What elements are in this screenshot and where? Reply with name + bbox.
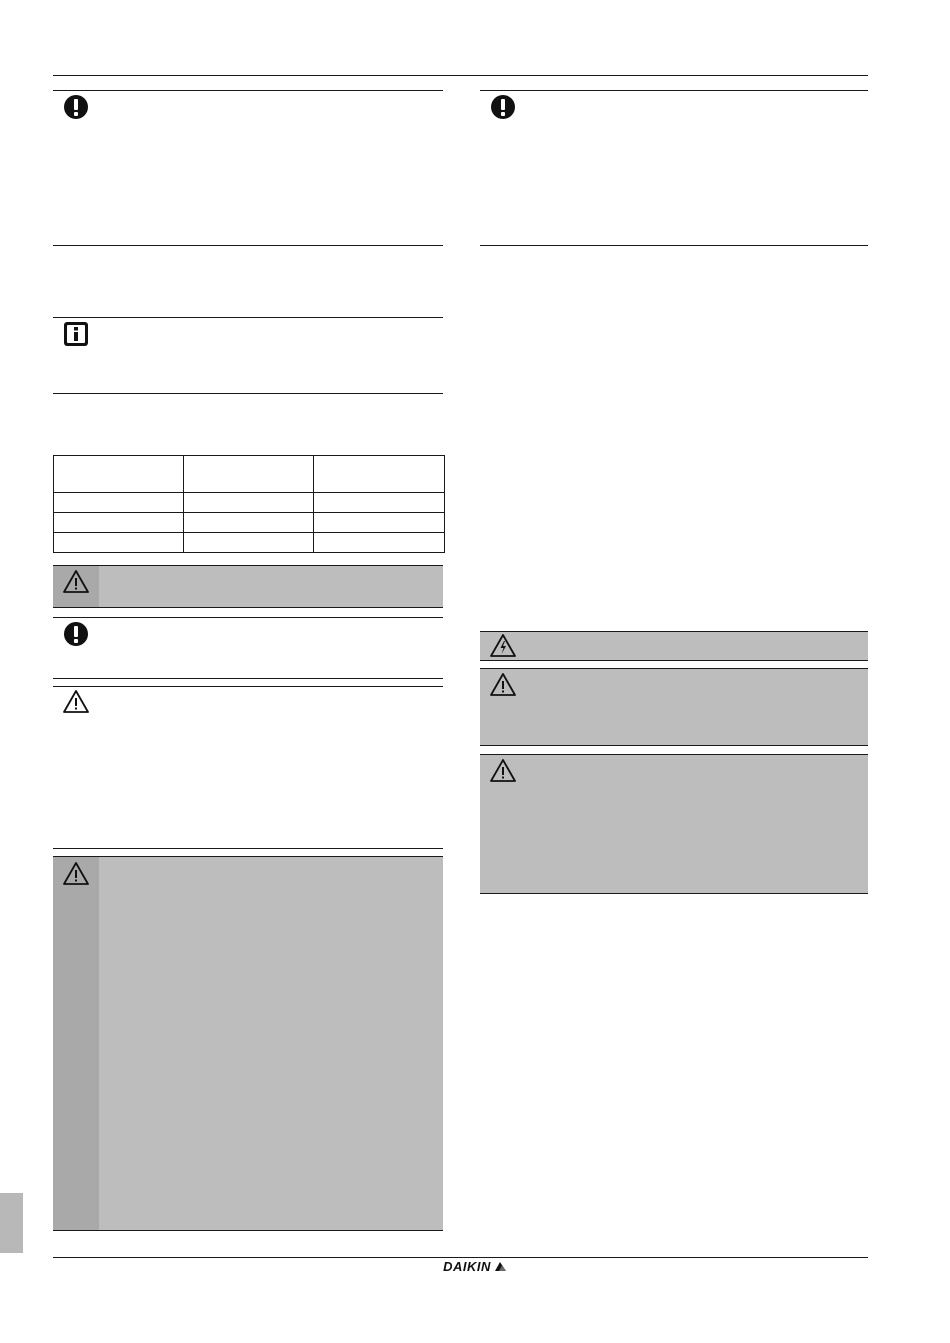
exclamation-circle-icon (490, 94, 516, 120)
table-cell (54, 513, 184, 533)
table-cell (184, 493, 314, 513)
warning-triangle-icon (63, 569, 89, 595)
warning-triangle-icon (490, 758, 516, 784)
warning-triangle-icon (490, 672, 516, 698)
notice-bottom-rule (53, 848, 443, 849)
icon-column (53, 857, 99, 1230)
table-cell (184, 533, 314, 553)
important-notice (480, 91, 868, 245)
notice-bottom-rule (53, 678, 443, 679)
important-notice (53, 91, 443, 245)
warning-notice (53, 687, 443, 848)
electrical-hazard-icon (490, 633, 516, 659)
warning-triangle-icon (63, 861, 89, 887)
table-cell (184, 513, 314, 533)
table-cell (54, 493, 184, 513)
table-header-row (54, 456, 445, 493)
table-cell (54, 533, 184, 553)
electrical-hazard-notice (480, 631, 868, 661)
header-rule (53, 75, 868, 76)
notice-bottom-rule (480, 245, 868, 246)
caution-notice (53, 856, 443, 1231)
table-header-cell (54, 456, 184, 493)
exclamation-circle-icon (63, 621, 89, 647)
important-notice (53, 618, 443, 678)
specification-table (53, 455, 445, 553)
info-notice (53, 318, 443, 393)
warning-notice (480, 668, 868, 746)
brand-logo (0, 1257, 950, 1277)
table-cell (314, 513, 445, 533)
table-row (54, 513, 445, 533)
exclamation-circle-icon (63, 94, 89, 120)
chapter-thumb-tab (0, 1193, 23, 1253)
table-row (54, 533, 445, 553)
warning-notice (480, 754, 868, 894)
table-cell (314, 533, 445, 553)
table-header-cell (314, 456, 445, 493)
caution-notice (53, 565, 443, 608)
info-icon (63, 321, 89, 347)
logo-mark-icon (494, 1258, 507, 1269)
table-cell (314, 493, 445, 513)
notice-bottom-rule (53, 245, 443, 246)
notice-bottom-rule (53, 393, 443, 394)
brand-logo-text: DAIKIN (443, 1259, 491, 1274)
warning-triangle-icon (63, 689, 89, 715)
table-header-cell (184, 456, 314, 493)
table-row (54, 493, 445, 513)
